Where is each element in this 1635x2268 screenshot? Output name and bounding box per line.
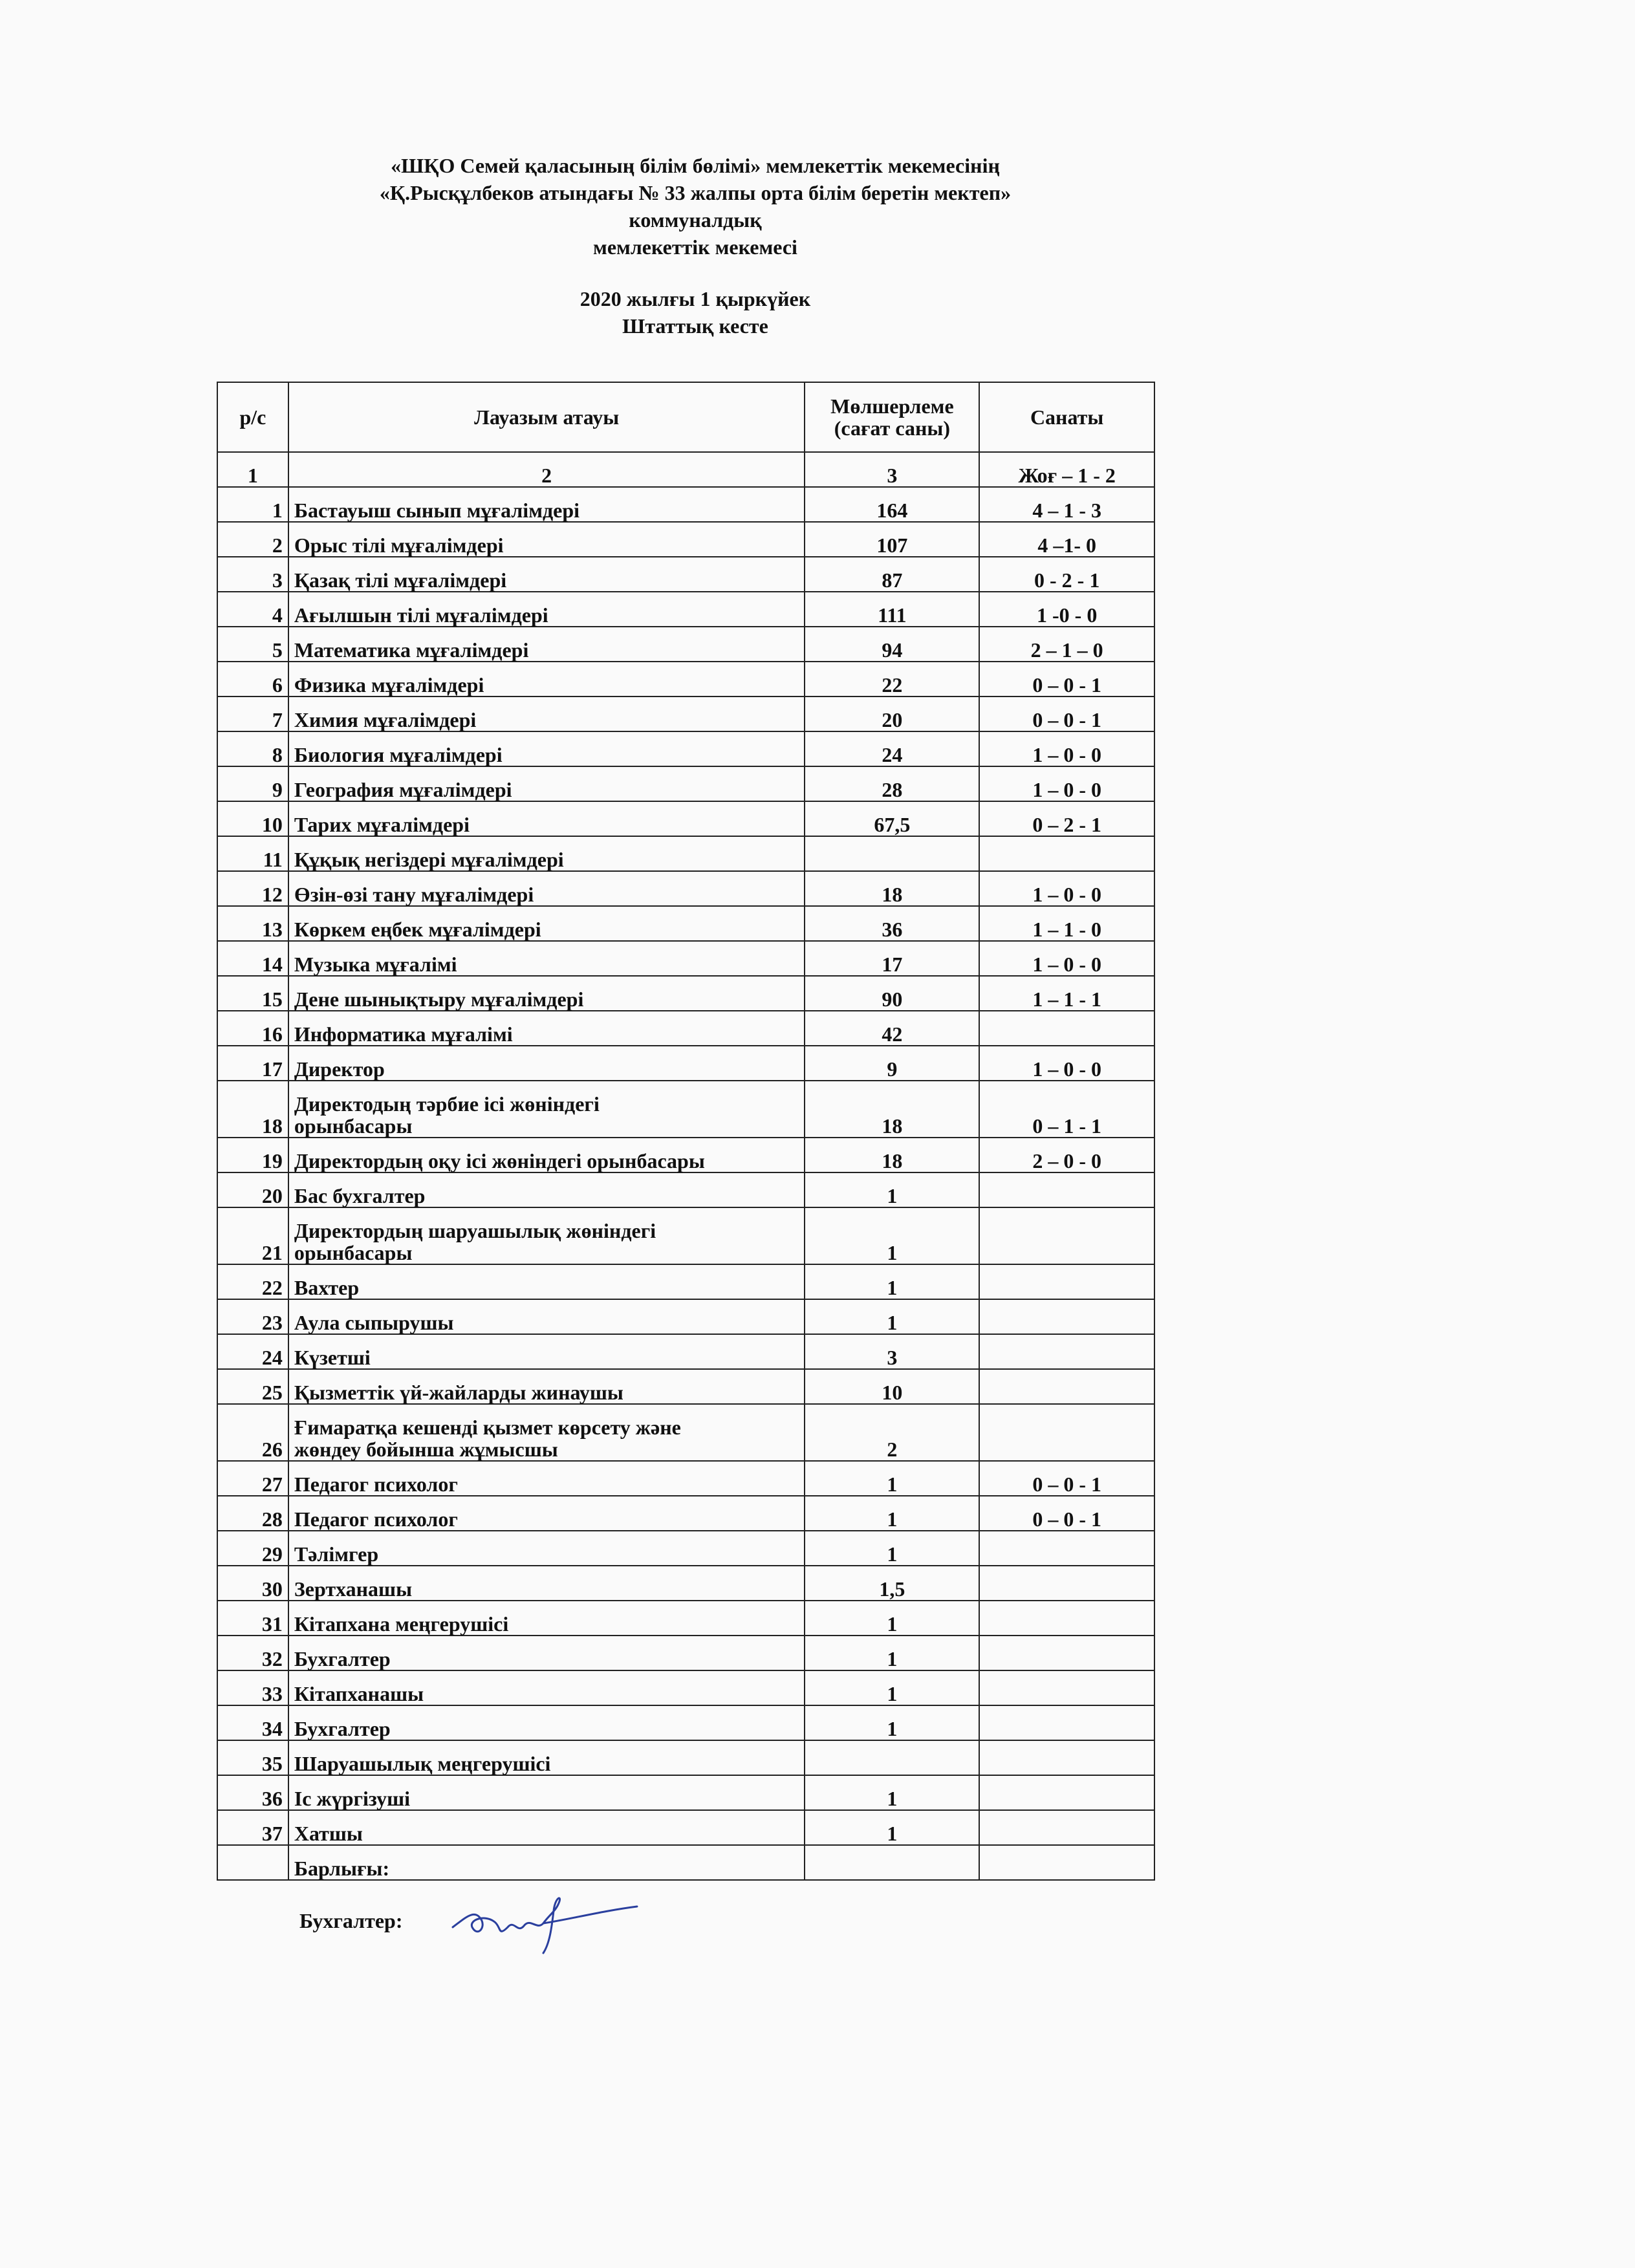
category-value xyxy=(979,1636,1154,1670)
hours-value: 87 xyxy=(805,557,979,592)
row-number: 27 xyxy=(217,1461,288,1496)
position-name: Қызметтік үй-жайларды жинаушы xyxy=(288,1369,805,1404)
position-name: Бас бухгалтер xyxy=(288,1172,805,1207)
row-number: 1 xyxy=(217,487,288,522)
hours-value: 1 xyxy=(805,1810,979,1845)
hours-value: 1 xyxy=(805,1636,979,1670)
row-number: 23 xyxy=(217,1299,288,1334)
hours-value: 24 xyxy=(805,731,979,766)
hours-value: 9 xyxy=(805,1046,979,1081)
position-name: Химия мұғалімдері xyxy=(288,697,805,731)
total-category xyxy=(979,1845,1154,1880)
hours-value: 1 xyxy=(805,1172,979,1207)
hours-value: 94 xyxy=(805,627,979,662)
header-line-2: «Қ.Рысқұлбеков атындағы № 33 жалпы орта білім беретін мектеп» xyxy=(379,181,1012,204)
position-name-line-1: Директордың шаруашылық жөніндегі xyxy=(294,1219,656,1242)
hours-value: 1 xyxy=(805,1670,979,1705)
row-number: 15 xyxy=(217,976,288,1011)
header-line-3: коммуналдық xyxy=(629,208,762,232)
hours-value: 28 xyxy=(805,766,979,801)
position-name: Биология мұғалімдері xyxy=(288,731,805,766)
row-number: 12 xyxy=(217,871,288,906)
category-value xyxy=(979,1207,1154,1264)
hours-value: 90 xyxy=(805,976,979,1011)
table-row xyxy=(217,1601,1154,1636)
table-row xyxy=(217,662,1154,697)
table-row xyxy=(217,1172,1154,1207)
position-name: Қазақ тілі мұғалімдері xyxy=(288,557,805,592)
row-number: 21 xyxy=(217,1207,288,1264)
hours-value: 18 xyxy=(805,1081,979,1138)
category-value xyxy=(979,1670,1154,1705)
hours-value xyxy=(805,836,979,871)
index-name: 2 xyxy=(288,452,805,487)
row-number: 24 xyxy=(217,1334,288,1369)
table-row xyxy=(217,627,1154,662)
category-value xyxy=(979,1404,1154,1461)
position-name: Директор xyxy=(288,1046,805,1081)
document-header xyxy=(0,152,1391,340)
hours-value: 18 xyxy=(805,871,979,906)
category-value: 1 – 1 - 1 xyxy=(979,976,1154,1011)
position-name: Дене шынықтыру мұғалімдері xyxy=(288,976,805,1011)
table-row xyxy=(217,1138,1154,1172)
position-name: Күзетші xyxy=(288,1334,805,1369)
category-value xyxy=(979,1740,1154,1775)
total-row xyxy=(217,1845,1154,1880)
document-title: Штаттық кесте xyxy=(622,314,768,338)
position-name: Бухгалтер xyxy=(288,1705,805,1740)
accountant-label: Бухгалтер: xyxy=(299,1909,403,1932)
category-value: 2 – 0 - 0 xyxy=(979,1138,1154,1172)
category-value: 0 – 2 - 1 xyxy=(979,801,1154,836)
index-category: Жоғ – 1 - 2 xyxy=(979,452,1154,487)
category-value: 1 – 0 - 0 xyxy=(979,871,1154,906)
table-row xyxy=(217,487,1154,522)
position-name: Музыка мұғалімі xyxy=(288,941,805,976)
category-value: 0 - 2 - 1 xyxy=(979,557,1154,592)
hours-value: 20 xyxy=(805,697,979,731)
category-value: 1 – 0 - 0 xyxy=(979,941,1154,976)
row-number: 35 xyxy=(217,1740,288,1775)
header-hours xyxy=(805,382,979,452)
hours-value: 2 xyxy=(805,1404,979,1461)
row-number: 5 xyxy=(217,627,288,662)
table-row xyxy=(217,522,1154,557)
header-spacer xyxy=(0,261,1391,285)
hours-value: 17 xyxy=(805,941,979,976)
table-row xyxy=(217,1670,1154,1705)
position-name: Зертханашы xyxy=(288,1566,805,1601)
hours-value: 22 xyxy=(805,662,979,697)
hours-value: 1 xyxy=(805,1264,979,1299)
table-row xyxy=(217,1207,1154,1264)
category-value xyxy=(979,1810,1154,1845)
signature-stroke xyxy=(453,1898,637,1953)
hours-value: 1,5 xyxy=(805,1566,979,1601)
row-number: 33 xyxy=(217,1670,288,1705)
hours-value: 1 xyxy=(805,1601,979,1636)
table-row xyxy=(217,1531,1154,1566)
row-number: 6 xyxy=(217,662,288,697)
category-value: 1 -0 - 0 xyxy=(979,592,1154,627)
hours-value: 1 xyxy=(805,1531,979,1566)
row-number: 36 xyxy=(217,1775,288,1810)
position-name: Физика мұғалімдері xyxy=(288,662,805,697)
signature-image xyxy=(446,1882,640,1960)
position-name: Көркем еңбек мұғалімдері xyxy=(288,906,805,941)
category-value: 4 –1- 0 xyxy=(979,522,1154,557)
position-name-line-1: Ғимаратқа кешенді қызмет көрсету және xyxy=(294,1416,681,1439)
index-num: 1 xyxy=(217,452,288,487)
position-name xyxy=(288,1404,805,1461)
table-row xyxy=(217,1011,1154,1046)
total-hours xyxy=(805,1845,979,1880)
row-number: 9 xyxy=(217,766,288,801)
hours-value: 1 xyxy=(805,1461,979,1496)
category-value: 2 – 1 – 0 xyxy=(979,627,1154,662)
position-name: География мұғалімдері xyxy=(288,766,805,801)
row-number: 34 xyxy=(217,1705,288,1740)
hours-value: 10 xyxy=(805,1369,979,1404)
position-name: Орыс тілі мұғалімдері xyxy=(288,522,805,557)
hours-value: 1 xyxy=(805,1705,979,1740)
position-name: Кітапхана меңгерушісі xyxy=(288,1601,805,1636)
hours-value: 1 xyxy=(805,1496,979,1531)
category-value xyxy=(979,1705,1154,1740)
hours-value: 111 xyxy=(805,592,979,627)
category-value xyxy=(979,1531,1154,1566)
row-number: 20 xyxy=(217,1172,288,1207)
category-value: 1 – 0 - 0 xyxy=(979,1046,1154,1081)
hours-value: 1 xyxy=(805,1775,979,1810)
table-row xyxy=(217,1081,1154,1138)
position-name-line-2: жөндеу бойынша жұмысшы xyxy=(294,1438,558,1461)
row-number: 8 xyxy=(217,731,288,766)
row-number: 25 xyxy=(217,1369,288,1404)
row-number: 19 xyxy=(217,1138,288,1172)
table-row xyxy=(217,1264,1154,1299)
table-row xyxy=(217,871,1154,906)
table-header-row xyxy=(217,382,1154,452)
row-number: 22 xyxy=(217,1264,288,1299)
table-row xyxy=(217,1775,1154,1810)
row-number: 30 xyxy=(217,1566,288,1601)
total-num xyxy=(217,1845,288,1880)
row-number: 11 xyxy=(217,836,288,871)
position-name xyxy=(288,1207,805,1264)
position-name xyxy=(288,1081,805,1138)
position-name: Педагог психолог xyxy=(288,1461,805,1496)
row-number: 31 xyxy=(217,1601,288,1636)
hours-value: 36 xyxy=(805,906,979,941)
table-row xyxy=(217,697,1154,731)
table-row xyxy=(217,906,1154,941)
row-number: 7 xyxy=(217,697,288,731)
hours-value: 164 xyxy=(805,487,979,522)
position-name: Директордың оқу ісі жөніндегі орынбасары xyxy=(288,1138,805,1172)
table-row xyxy=(217,1404,1154,1461)
total-label: Барлығы: xyxy=(288,1845,805,1880)
category-value: 1 – 0 - 0 xyxy=(979,731,1154,766)
category-value: 0 – 1 - 1 xyxy=(979,1081,1154,1138)
row-number: 26 xyxy=(217,1404,288,1461)
row-number: 2 xyxy=(217,522,288,557)
position-name: Хатшы xyxy=(288,1810,805,1845)
category-value: 0 – 0 - 1 xyxy=(979,662,1154,697)
header-line-1: «ШҚО Семей қаласының білім бөлімі» мемлекеттік мекемесінің xyxy=(391,154,1000,177)
table-row xyxy=(217,801,1154,836)
table-row xyxy=(217,766,1154,801)
row-number: 13 xyxy=(217,906,288,941)
table-row xyxy=(217,1496,1154,1531)
category-value xyxy=(979,1299,1154,1334)
position-name: Іс жүргізуші xyxy=(288,1775,805,1810)
category-value xyxy=(979,1334,1154,1369)
category-value xyxy=(979,1566,1154,1601)
position-name: Аула сыпырушы xyxy=(288,1299,805,1334)
category-value xyxy=(979,1011,1154,1046)
hours-value: 3 xyxy=(805,1334,979,1369)
row-number: 16 xyxy=(217,1011,288,1046)
category-value xyxy=(979,836,1154,871)
hours-value: 107 xyxy=(805,522,979,557)
position-name: Тәлімгер xyxy=(288,1531,805,1566)
position-name: Бухгалтер xyxy=(288,1636,805,1670)
position-name: Информатика мұғалімі xyxy=(288,1011,805,1046)
table-row xyxy=(217,1636,1154,1670)
category-value xyxy=(979,1775,1154,1810)
category-value xyxy=(979,1369,1154,1404)
hours-value xyxy=(805,1740,979,1775)
table-row xyxy=(217,1740,1154,1775)
position-name-line-1: Директодың тәрбие ісі жөніндегі xyxy=(294,1092,600,1116)
header-hours-line-2: (сағат саны) xyxy=(834,416,951,440)
table-row xyxy=(217,1810,1154,1845)
hours-value: 42 xyxy=(805,1011,979,1046)
position-name-line-2: орынбасары xyxy=(294,1114,413,1138)
category-value xyxy=(979,1264,1154,1299)
row-number: 10 xyxy=(217,801,288,836)
position-name: Вахтер xyxy=(288,1264,805,1299)
table-row xyxy=(217,1369,1154,1404)
position-name: Ағылшын тілі мұғалімдері xyxy=(288,592,805,627)
table-row xyxy=(217,1046,1154,1081)
header-name: Лауазым атауы xyxy=(288,382,805,452)
position-name-line-2: орынбасары xyxy=(294,1241,413,1264)
position-name: Математика мұғалімдері xyxy=(288,627,805,662)
category-value: 1 – 0 - 0 xyxy=(979,766,1154,801)
position-name: Шаруашылық меңгерушісі xyxy=(288,1740,805,1775)
position-name: Кітапханашы xyxy=(288,1670,805,1705)
table-row xyxy=(217,976,1154,1011)
table-row xyxy=(217,592,1154,627)
header-line-4: мемлекеттік мекемесі xyxy=(593,235,797,259)
row-number: 17 xyxy=(217,1046,288,1081)
header-num: р/с xyxy=(217,382,288,452)
hours-value: 1 xyxy=(805,1207,979,1264)
staff-table xyxy=(217,382,1155,1881)
category-value: 0 – 0 - 1 xyxy=(979,1461,1154,1496)
table-row xyxy=(217,1705,1154,1740)
position-name: Бастауыш сынып мұғалімдері xyxy=(288,487,805,522)
row-number: 32 xyxy=(217,1636,288,1670)
table-row xyxy=(217,557,1154,592)
hours-value: 1 xyxy=(805,1299,979,1334)
position-name: Құқық негіздері мұғалімдері xyxy=(288,836,805,871)
row-number: 28 xyxy=(217,1496,288,1531)
table-row xyxy=(217,836,1154,871)
table-row xyxy=(217,1299,1154,1334)
position-name: Өзін-өзі тану мұғалімдері xyxy=(288,871,805,906)
table-row xyxy=(217,1461,1154,1496)
category-value: 1 – 1 - 0 xyxy=(979,906,1154,941)
header-category: Санаты xyxy=(979,382,1154,452)
row-number: 18 xyxy=(217,1081,288,1138)
table-row xyxy=(217,1334,1154,1369)
category-value xyxy=(979,1601,1154,1636)
category-value: 0 – 0 - 1 xyxy=(979,1496,1154,1531)
table-row xyxy=(217,941,1154,976)
index-hours: 3 xyxy=(805,452,979,487)
row-number: 14 xyxy=(217,941,288,976)
row-number: 3 xyxy=(217,557,288,592)
row-number: 29 xyxy=(217,1531,288,1566)
index-row xyxy=(217,452,1154,487)
position-name: Тарих мұғалімдері xyxy=(288,801,805,836)
row-number: 4 xyxy=(217,592,288,627)
hours-value: 67,5 xyxy=(805,801,979,836)
table-row xyxy=(217,731,1154,766)
position-name: Педагог психолог xyxy=(288,1496,805,1531)
row-number: 37 xyxy=(217,1810,288,1845)
header-hours-line-1: Мөлшерлеме xyxy=(830,394,954,418)
category-value: 4 – 1 - 3 xyxy=(979,487,1154,522)
category-value xyxy=(979,1172,1154,1207)
document-date: 2020 жылғы 1 қыркүйек xyxy=(579,287,811,310)
category-value: 0 – 0 - 1 xyxy=(979,697,1154,731)
hours-value: 18 xyxy=(805,1138,979,1172)
table-row xyxy=(217,1566,1154,1601)
